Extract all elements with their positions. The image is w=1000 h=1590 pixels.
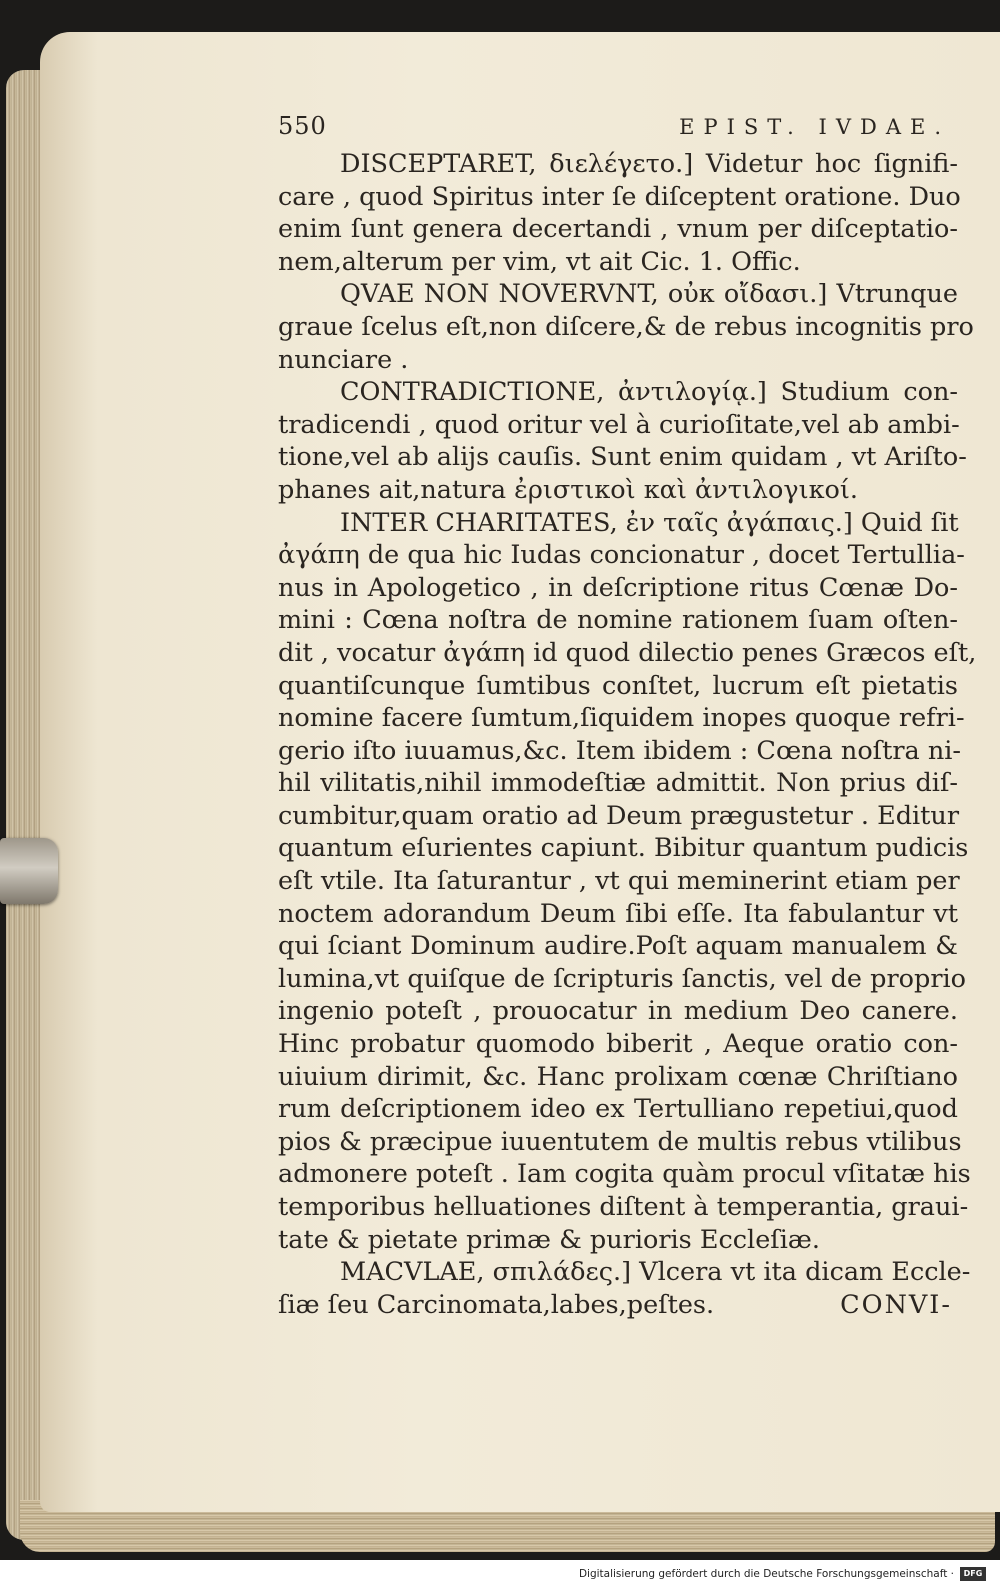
text-line: pios & præcipue iuuentutem de multis rebus vtilibus	[278, 1126, 962, 1157]
last-line: ſiæ ſeu Carcinomata,labes,peſtes.	[278, 1289, 715, 1320]
text-line: care , quod Spiritus inter ſe diſceptent oratione. Duo	[278, 181, 961, 212]
text-line: dit , vocatur ἀγάπη id quod dilectio penes Græcos eſt,	[278, 637, 977, 668]
text-line: admonere poteſt . Iam cogita quàm procul vſitatæ his	[278, 1159, 971, 1190]
text-line: nus in Apologetico , in deſcriptione ritus Cœnæ Do-	[278, 572, 958, 603]
footer-credit: Digitalisierung gefördert durch die Deutsche Forschungsgemeinschaft ·	[578, 1568, 954, 1580]
text-line: ἀγάπη de qua hic Iudas concionatur , docet Tertullia-	[278, 540, 965, 571]
text-line: enim ſunt genera decertandi , vnum per diſceptatio-	[278, 214, 958, 245]
catchword: CONVI-	[840, 1289, 952, 1320]
text-line: temporibus helluationes diſtent à temperantia, graui-	[278, 1192, 969, 1222]
text-line: lumina,vt quiſque de ſcripturis ſanctis, vel de proprio	[278, 963, 967, 994]
paragraph	[278, 376, 967, 506]
text-line: CONTRADICTIONE, ἀντιλογίᾳ.] Studium con-	[340, 377, 958, 408]
last-line-row	[278, 1289, 958, 1322]
text-line: hil vilitatis,nihil immodeſtiæ admittit. Non prius diſ-	[278, 768, 958, 799]
text-line: eſt vtile. Ita ſaturantur , vt qui meminerint etiam per	[278, 866, 960, 897]
text-line: qui ſciant Dominum audire.Poſt aquam manualem &	[278, 931, 958, 962]
dfg-logo: DFG	[960, 1567, 986, 1581]
paragraph	[278, 148, 961, 278]
paragraph	[278, 507, 977, 1257]
running-head: EPIST. IVDAE.	[679, 115, 950, 139]
paragraph	[278, 1256, 971, 1289]
body-text	[278, 148, 977, 1289]
digitization-footer	[0, 1560, 1000, 1590]
text-line: QVAE NON NOVERVNT, οὐκ οἴδασι.] Vtrunque	[340, 279, 958, 310]
text-line: tate & pietate primæ & purioris Eccleſiæ.	[278, 1224, 820, 1255]
text-line: ingenio poteſt , prouocatur in medium Deo canere.	[278, 996, 958, 1027]
text-line: quantum eſurientes capiunt. Bibitur quantum pudicis	[278, 833, 969, 864]
text-line: tione,vel ab alijs cauſis. Sunt enim quidam , vt Ariſto-	[278, 442, 967, 473]
text-line: nomine facere ſumtum,ſiquidem inopes quoque refri-	[278, 703, 965, 734]
text-line: INTER CHARITATES, ἐν ταῖς ἀγάπαις.] Quid ſit	[340, 507, 959, 538]
text-line: cumbitur,quam oratio ad Deum prægustetur . Editur	[278, 800, 960, 831]
text-line: nem,alterum per vim, vt ait Cic. 1. Offic.	[278, 246, 801, 277]
text-line: phanes ait,natura ἐριστικοὶ καὶ ἀντιλογικοί.	[278, 474, 858, 505]
text-line: graue ſcelus eſt,non diſcere,& de rebus incognitis pro	[278, 311, 974, 342]
page-header	[278, 112, 958, 148]
text-line: uiuium dirimit, &c. Hanc prolixam cœnæ Chriſtiano	[278, 1061, 958, 1092]
text-line: noctem adorandum Deum ſibi eſſe. Ita fabulantur vt	[278, 898, 958, 929]
text-line: gerio iſto iuuamus,&c. Item ibidem : Cœna noſtra ni-	[278, 735, 962, 766]
text-line: rum deſcriptionem ideo ex Tertulliano repetiui,quod	[278, 1094, 958, 1125]
text-line: DISCEPTARET, διελέγετο.] Videtur hoc ſignifi-	[340, 149, 958, 179]
page-number: 550	[278, 112, 327, 140]
text-line: mini : Cœna noſtra de nomine rationem ſuam oſten-	[278, 605, 958, 636]
text-line: quantiſcunque ſumtibus conſtet, lucrum eſt pietatis	[278, 670, 958, 701]
text-line: Hinc probatur quomodo biberit , Aeque oratio con-	[278, 1029, 958, 1060]
text-line: MACVLAE, σπιλάδες.] Vlcera vt ita dicam Eccle-	[340, 1257, 971, 1288]
text-block	[278, 112, 977, 1321]
paragraph	[278, 278, 974, 376]
text-line: tradicendi , quod oritur vel à curioſitate,vel ab ambi-	[278, 409, 960, 440]
metal-clasp	[0, 838, 58, 904]
text-line: nunciare .	[278, 344, 409, 375]
